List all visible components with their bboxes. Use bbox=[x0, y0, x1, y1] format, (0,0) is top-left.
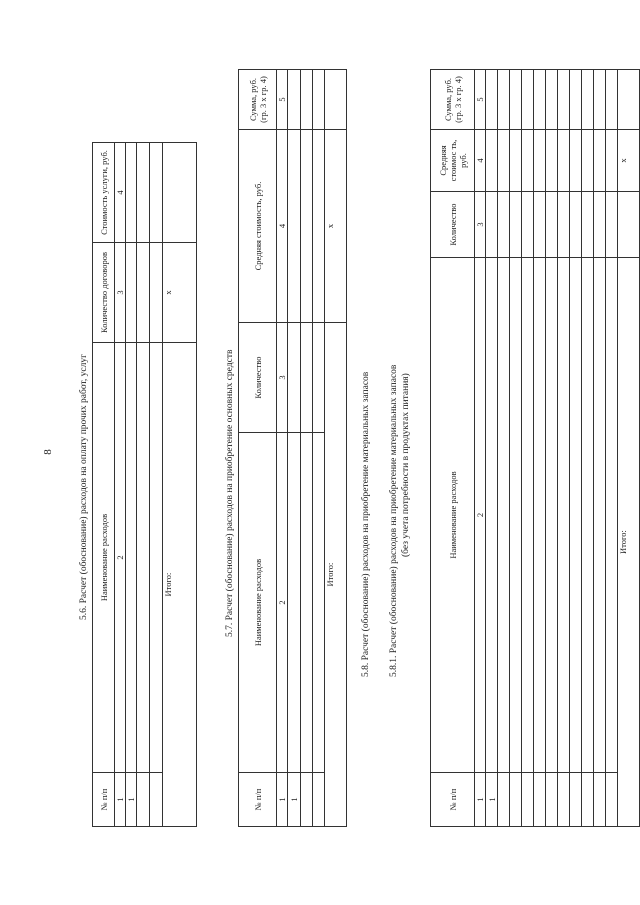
cell bbox=[546, 773, 558, 827]
table-number-row bbox=[475, 70, 486, 827]
cell bbox=[558, 258, 570, 773]
table-row bbox=[137, 143, 150, 827]
col-number: 1 bbox=[277, 773, 288, 827]
material-stocks-table bbox=[430, 69, 640, 827]
col-number: 1 bbox=[475, 773, 486, 827]
table-row bbox=[313, 70, 325, 827]
cell bbox=[570, 773, 582, 827]
row-number: 1 bbox=[126, 773, 137, 827]
cell bbox=[534, 130, 546, 192]
col-number: 5 bbox=[277, 70, 288, 130]
col-number: 4 bbox=[115, 143, 126, 243]
section-5-8-title: 5.8. Расчет (обоснование) расходов на приобретение материальных запасов bbox=[361, 371, 371, 677]
cell bbox=[558, 70, 570, 130]
table-number-row bbox=[115, 143, 126, 827]
table-row bbox=[150, 143, 163, 827]
col-header-quantity: Количество bbox=[431, 192, 475, 258]
col-number: 2 bbox=[475, 258, 486, 773]
col-number: 2 bbox=[115, 343, 126, 773]
cell bbox=[606, 773, 618, 827]
table-row bbox=[546, 70, 558, 827]
cell bbox=[534, 70, 546, 130]
cell bbox=[606, 258, 618, 773]
cell bbox=[313, 70, 325, 130]
cell bbox=[510, 70, 522, 130]
cell bbox=[313, 433, 325, 773]
cell bbox=[137, 143, 150, 243]
cell bbox=[522, 258, 534, 773]
cell bbox=[618, 70, 640, 130]
row-number: 1 bbox=[486, 773, 498, 827]
cell bbox=[498, 773, 510, 827]
col-header-no: № п/п bbox=[239, 773, 277, 827]
table-row bbox=[534, 70, 546, 827]
cell bbox=[546, 258, 558, 773]
total-label: Итого: bbox=[163, 343, 197, 827]
cell bbox=[288, 433, 301, 773]
col-number: 3 bbox=[115, 243, 126, 343]
col-header-name: Наименование расходов bbox=[431, 258, 475, 773]
cell bbox=[137, 243, 150, 343]
table-row bbox=[570, 70, 582, 827]
cell bbox=[288, 70, 301, 130]
cell bbox=[301, 773, 313, 827]
cell bbox=[137, 343, 150, 773]
col-number: 3 bbox=[475, 192, 486, 258]
cell bbox=[486, 192, 498, 258]
cell bbox=[594, 258, 606, 773]
cell bbox=[126, 143, 137, 243]
cell bbox=[582, 258, 594, 773]
cell bbox=[498, 258, 510, 773]
cell bbox=[594, 192, 606, 258]
col-header-no: № п/п bbox=[93, 773, 115, 827]
cell bbox=[558, 130, 570, 192]
col-number: 4 bbox=[475, 130, 486, 192]
cell bbox=[582, 773, 594, 827]
table-number-row bbox=[277, 70, 288, 827]
cell bbox=[288, 130, 301, 323]
cell bbox=[582, 130, 594, 192]
cell bbox=[594, 773, 606, 827]
total-mark: x bbox=[618, 130, 640, 192]
total-row bbox=[325, 70, 347, 827]
cell bbox=[510, 192, 522, 258]
cell bbox=[313, 773, 325, 827]
row-number: 1 bbox=[288, 773, 301, 827]
section-5-8-1-title: 5.8.1. Расчет (обоснование) расходов на приобретение материальных запасов bbox=[389, 364, 399, 677]
table-row bbox=[606, 70, 618, 827]
table-row bbox=[301, 70, 313, 827]
services-table bbox=[92, 142, 197, 827]
cell bbox=[570, 130, 582, 192]
cell bbox=[163, 143, 197, 243]
cell bbox=[522, 70, 534, 130]
col-number: 5 bbox=[475, 70, 486, 130]
cell bbox=[546, 130, 558, 192]
table-row bbox=[594, 70, 606, 827]
table-row bbox=[510, 70, 522, 827]
col-header-name: Наименование расходов bbox=[239, 433, 277, 773]
cell bbox=[570, 70, 582, 130]
section-5-7-title: 5.7. Расчет (обоснование) расходов на приобретение основных средств bbox=[225, 349, 235, 637]
col-header-avg-cost: Средняя стоимость, руб. bbox=[239, 130, 277, 323]
col-number: 3 bbox=[277, 323, 288, 433]
cell bbox=[150, 243, 163, 343]
col-header-sum: Сумма, руб. (гр. 3 х гр. 4) bbox=[431, 70, 475, 130]
table-row bbox=[522, 70, 534, 827]
total-mark: x bbox=[163, 243, 197, 343]
table-header-row bbox=[93, 143, 115, 827]
page-number: 8 bbox=[42, 449, 54, 455]
cell bbox=[534, 773, 546, 827]
cell bbox=[510, 130, 522, 192]
cell bbox=[594, 130, 606, 192]
cell bbox=[534, 192, 546, 258]
cell bbox=[534, 258, 546, 773]
table-row bbox=[498, 70, 510, 827]
cell bbox=[582, 192, 594, 258]
cell bbox=[510, 773, 522, 827]
cell bbox=[570, 258, 582, 773]
cell bbox=[486, 70, 498, 130]
col-header-contracts: Количество договоров bbox=[93, 243, 115, 343]
col-number: 1 bbox=[115, 773, 126, 827]
cell bbox=[498, 70, 510, 130]
col-number: 2 bbox=[277, 433, 288, 773]
cell bbox=[582, 70, 594, 130]
section-5-8-1-subtitle: (без учета потребности в продуктах питания) bbox=[401, 373, 411, 557]
fixed-assets-table bbox=[238, 69, 347, 827]
col-header-quantity: Количество bbox=[239, 323, 277, 433]
cell bbox=[522, 773, 534, 827]
cell bbox=[606, 130, 618, 192]
table-header-row bbox=[431, 70, 475, 827]
cell bbox=[301, 323, 313, 433]
cell bbox=[313, 323, 325, 433]
cell bbox=[301, 130, 313, 323]
cell bbox=[546, 192, 558, 258]
table-header-row bbox=[239, 70, 277, 827]
cell bbox=[150, 143, 163, 243]
cell bbox=[313, 130, 325, 323]
cell bbox=[606, 192, 618, 258]
col-header-avg-cost: Средняя стоимос ть, руб. bbox=[431, 130, 475, 192]
total-row bbox=[618, 70, 640, 827]
col-header-no: № п/п bbox=[431, 773, 475, 827]
col-header-service-cost: Стоимость услуги, руб. bbox=[93, 143, 115, 243]
cell bbox=[606, 70, 618, 130]
cell bbox=[558, 192, 570, 258]
cell bbox=[558, 773, 570, 827]
section-5-6-title: 5.6. Расчет (обоснование) расходов на оплату прочих работ, услуг bbox=[79, 354, 89, 620]
cell bbox=[288, 323, 301, 433]
table-row bbox=[288, 70, 301, 827]
cell bbox=[498, 192, 510, 258]
cell bbox=[618, 192, 640, 258]
total-row bbox=[163, 143, 197, 827]
table-row bbox=[126, 143, 137, 827]
total-label: Итого: bbox=[618, 258, 640, 827]
cell bbox=[126, 343, 137, 773]
total-label: Итого: bbox=[325, 323, 347, 827]
cell bbox=[126, 243, 137, 343]
cell bbox=[301, 70, 313, 130]
cell bbox=[137, 773, 150, 827]
table-row bbox=[558, 70, 570, 827]
cell bbox=[522, 192, 534, 258]
table-row bbox=[486, 70, 498, 827]
cell bbox=[510, 258, 522, 773]
cell bbox=[150, 773, 163, 827]
col-number: 4 bbox=[277, 130, 288, 323]
col-header-name: Наименование расходов bbox=[93, 343, 115, 773]
cell bbox=[301, 433, 313, 773]
table-row bbox=[582, 70, 594, 827]
cell bbox=[486, 130, 498, 192]
col-header-sum: Сумма, руб. (гр. 3 х гр. 4) bbox=[239, 70, 277, 130]
cell bbox=[150, 343, 163, 773]
total-mark: x bbox=[325, 130, 347, 323]
cell bbox=[546, 70, 558, 130]
cell bbox=[486, 258, 498, 773]
cell bbox=[522, 130, 534, 192]
cell bbox=[498, 130, 510, 192]
cell bbox=[570, 192, 582, 258]
cell bbox=[594, 70, 606, 130]
cell bbox=[325, 70, 347, 130]
